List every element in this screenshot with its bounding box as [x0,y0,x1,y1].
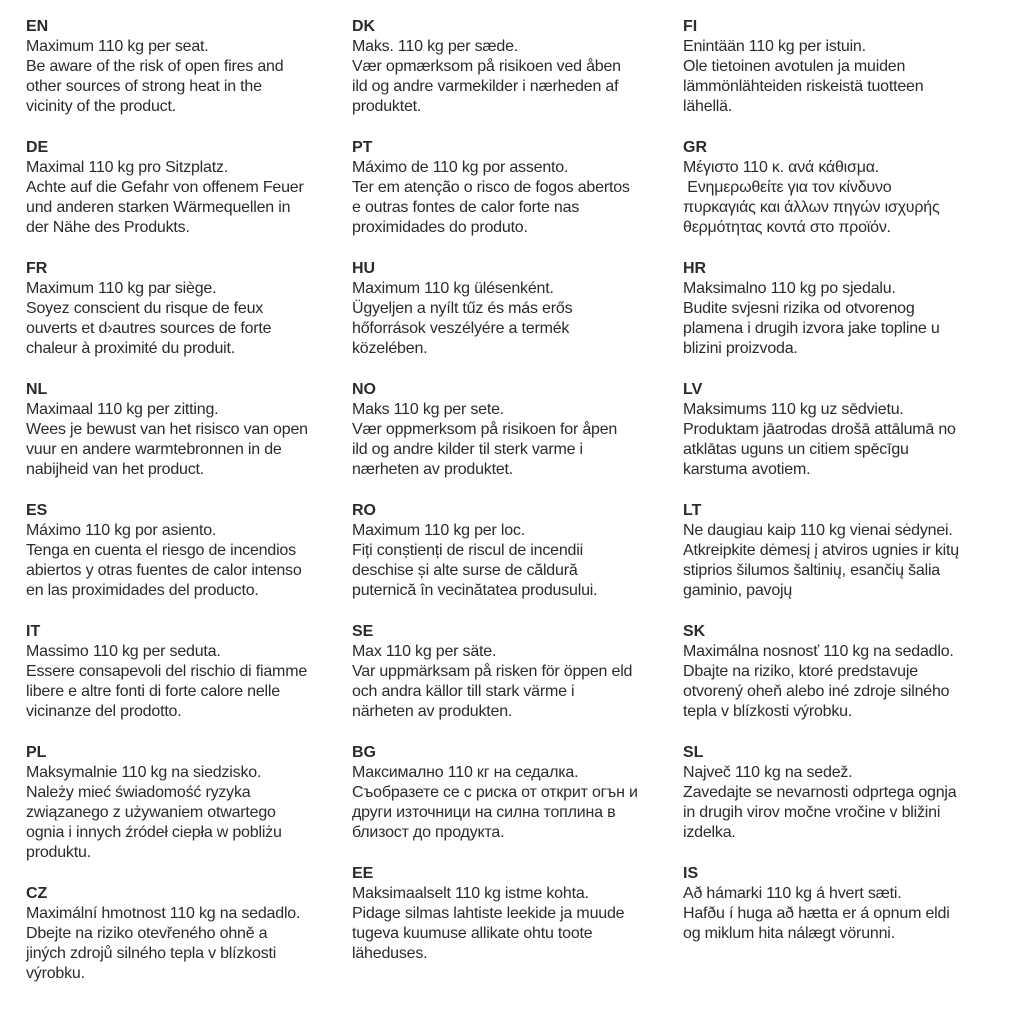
language-block [352,622,683,722]
warning-line: en las proximidades del producto. [26,582,259,599]
warning-line: Máximo de 110 kg por assento. [352,159,569,176]
warning-line: Μέγιστο 110 κ. ανά κάθισμα. [683,159,880,176]
language-block [26,501,352,601]
warning-line: e outras fontes de calor forte nas [352,199,580,216]
language-block [352,743,683,843]
warning-line: Należy mieć świadomość ryzyka [26,784,251,801]
warning-line: близост до продукта. [352,824,505,841]
warning-lines [683,37,1014,117]
warning-line: Maximal 110 kg pro Sitzplatz. [26,159,228,176]
warning-line: proximidades do produto. [352,219,528,236]
warning-line: och andra källor till stark värme i [352,683,575,700]
language-code-heading: SE [352,623,374,640]
warning-line: vuur en andere warmtebronnen in de [26,441,282,458]
language-block [26,138,352,238]
warning-line: ognia i innych źródeł ciepła w pobliżu [26,824,282,841]
warning-line: výrobku. [26,965,85,982]
warning-lines [683,521,1014,601]
warning-line: Maximum 110 kg per seat. [26,38,209,55]
warning-line: abiertos y otras fuentes de calor intenso [26,562,302,579]
language-block [683,138,1014,238]
language-column-3 [683,17,1014,965]
warning-line: Produktam jāatrodas drošā attālumā no [683,421,956,438]
warning-line: Maximaal 110 kg per zitting. [26,401,219,418]
language-code-heading: DK [352,18,376,35]
warning-lines [26,400,352,480]
warning-line: Budite svjesni rizika od otvorenog [683,300,915,317]
language-code-heading: HU [352,260,376,277]
warning-line: tepla v blízkosti výrobku. [683,703,853,720]
warning-line: närheten av produkten. [352,703,513,720]
language-code-heading: GR [683,139,707,156]
language-code-heading: NO [352,381,376,398]
warning-line: Dbajte na riziko, ktoré predstavuje [683,663,918,680]
warning-line: Ne daugiau kaip 110 kg vienai sėdynei. [683,522,953,539]
warning-lines [352,763,683,843]
language-code-heading: EE [352,865,374,882]
language-block [352,864,683,964]
warning-line: Var uppmärksam på risken för öppen eld [352,663,633,680]
language-code-heading: IT [26,623,41,640]
warning-lines [352,642,683,722]
warning-lines [683,763,1014,843]
warning-line: blizini proizvoda. [683,340,798,357]
warning-line: plamena i drugih izvora jake topline u [683,320,940,337]
language-block [683,743,1014,843]
language-block [683,259,1014,359]
warning-line: other sources of strong heat in the [26,78,262,95]
language-block [352,380,683,480]
warning-lines [26,158,352,238]
warning-line: Tenga en cuenta el riesgo de incendios [26,542,296,559]
warning-line: tugeva kuumuse allikate ohtu toote [352,925,593,942]
language-block [683,380,1014,480]
language-block [26,884,352,984]
warning-lines [683,884,1014,944]
language-block [352,501,683,601]
warning-line: Съобразете се с риска от открит огън и [352,784,638,801]
warning-line: związanego z używaniem otwartego [26,804,276,821]
warning-line: Največ 110 kg na sedež. [683,764,853,781]
language-block [683,501,1014,601]
warning-lines [683,642,1014,722]
warning-line: und anderen starken Wärmequellen in [26,199,291,216]
warning-line: Enintään 110 kg per istuin. [683,38,866,55]
language-block [352,259,683,359]
warning-line: libere e altre fonti di forte calore nelle [26,683,280,700]
warning-line: Hafðu í huga að hætta er á opnum eldi [683,905,950,922]
language-block [683,864,1014,944]
language-code-heading: IS [683,865,699,882]
warning-line: hőforrások veszélyére a termék [352,320,570,337]
warning-line: Maks. 110 kg per sæde. [352,38,519,55]
warning-line: nabijheid van het product. [26,461,205,478]
language-code-heading: RO [352,502,376,519]
warning-line: lämmönlähteiden riskeistä tuotteen [683,78,924,95]
warning-line: Ενημερωθείτε για τον κίνδυνο [683,179,892,196]
warning-line: in drugih virov močne vročine v bližini [683,804,941,821]
warning-line: Maksymalnie 110 kg na siedzisko. [26,764,262,781]
warning-line: Be aware of the risk of open fires and [26,58,284,75]
language-code-heading: EN [26,18,49,35]
warning-line: πυρκαγιάς και άλλων πηγών ισχυρής [683,199,940,216]
language-block [352,17,683,117]
warning-line: Maximálna nosnosť 110 kg na sedadlo. [683,643,954,660]
warning-line: atklātas uguns un citiem spēcīgu [683,441,909,458]
language-block [352,138,683,238]
warning-line: Maximum 110 kg par siège. [26,280,217,297]
language-code-heading: FI [683,18,698,35]
language-code-heading: FR [26,260,48,277]
warning-line: Max 110 kg per säte. [352,643,497,660]
warning-line: θερμότητας κοντά στο προϊόν. [683,219,891,236]
language-block [26,743,352,863]
language-code-heading: CZ [26,885,48,902]
warning-line: izdelka. [683,824,736,841]
warning-line: läheduses. [352,945,428,962]
language-block [26,259,352,359]
warning-lines [26,904,352,984]
warning-line: Dbejte na riziko otevřeného ohně a [26,925,268,942]
warning-line: deschise și alte surse de căldură [352,562,578,579]
language-column-2 [352,17,683,985]
warning-line: Fiți conștienți de riscul de incendii [352,542,583,559]
warning-lines [26,279,352,359]
language-block [683,622,1014,722]
warning-lines [26,521,352,601]
warning-line: nærheten av produktet. [352,461,514,478]
language-code-heading: PL [26,744,47,761]
warning-lines [352,37,683,117]
warning-line: Vær opmærksom på risikoen ved åben [352,58,621,75]
warning-lines [683,400,1014,480]
warning-lines [352,279,683,359]
warning-lines [26,642,352,722]
warning-line: Að hámarki 110 kg á hvert sæti. [683,885,902,902]
warning-line: jiných zdrojů silného tepla v blízkosti [26,945,277,962]
warning-line: produktu. [26,844,91,861]
warning-line: vicinanze del prodotto. [26,703,182,720]
warning-line: vicinity of the product. [26,98,176,115]
warning-lines [26,37,352,117]
language-code-heading: NL [26,381,48,398]
warning-line: Maximum 110 kg ülésenként. [352,280,554,297]
language-code-heading: HR [683,260,707,277]
language-column-1 [26,17,352,1005]
warning-line: chaleur à proximité du produit. [26,340,236,357]
warning-line: Massimo 110 kg per seduta. [26,643,221,660]
warning-line: puternică în vecinătatea produsului. [352,582,598,599]
language-code-heading: ES [26,502,48,519]
warning-line: Максимално 110 кг на седалка. [352,764,579,781]
language-code-heading: LT [683,502,702,519]
warning-line: Wees je bewust van het risisco van open [26,421,308,438]
language-code-heading: DE [26,139,49,156]
warning-line: Ügyeljen a nyílt tűz és más erős [352,300,573,317]
warning-line: közelében. [352,340,428,357]
warning-line: ouverts et d›autres sources de forte [26,320,272,337]
warning-line: stiprios šilumos šaltinių, esančių šalia [683,562,941,579]
warning-line: Zavedajte se nevarnosti odprtega ognja [683,784,957,801]
warning-line: produktet. [352,98,422,115]
warning-line: Atkreipkite dėmesį į atviros ugnies ir kitų [683,542,959,559]
warning-lines [26,763,352,863]
warning-lines [352,158,683,238]
language-block [26,17,352,117]
warning-line: Pidage silmas lahtiste leekide ja muude [352,905,625,922]
language-code-heading: SL [683,744,704,761]
warning-line: der Nähe des Produkts. [26,219,190,236]
language-code-heading: SK [683,623,706,640]
language-block [683,17,1014,117]
warning-line: gaminio, pavojų [683,582,793,599]
warning-lines [352,884,683,964]
warning-lines [683,158,1014,238]
warning-line: Maksimalno 110 kg po sjedalu. [683,280,896,297]
language-code-heading: BG [352,744,376,761]
warning-lines [683,279,1014,359]
warning-line: Soyez conscient du risque de feux [26,300,264,317]
warning-line: Maximální hmotnost 110 kg na sedadlo. [26,905,301,922]
warning-lines [352,400,683,480]
warning-line: Maks 110 kg per sete. [352,401,505,418]
warning-line: Vær oppmerksom på risikoen for åpen [352,421,618,438]
warning-line: други източници на силна топлина в [352,804,616,821]
warning-line: Maksimaalselt 110 kg istme kohta. [352,885,589,902]
warning-lines [352,521,683,601]
warning-line: ild og andre kilder til sterk varme i [352,441,583,458]
language-block [26,380,352,480]
warning-line: og miklum hita nálægt vörunni. [683,925,895,942]
language-block [26,622,352,722]
warning-line: Ole tietoinen avotulen ja muiden [683,58,906,75]
warning-line: Maksimums 110 kg uz sēdvietu. [683,401,904,418]
warning-line: Maximum 110 kg per loc. [352,522,525,539]
warning-line: lähellä. [683,98,733,115]
warning-line: ild og andre varmekilder i nærheden af [352,78,619,95]
warning-line: Ter em atenção o risco de fogos abertos [352,179,630,196]
language-code-heading: LV [683,381,703,398]
warning-line: Máximo 110 kg por asiento. [26,522,217,539]
language-code-heading: PT [352,139,373,156]
warning-line: Achte auf die Gefahr von offenem Feuer [26,179,304,196]
warning-line: Essere consapevoli del rischio di fiamme [26,663,308,680]
warning-line: karstuma avotiem. [683,461,811,478]
warning-line: otvorený oheň alebo iné zdroje silného [683,683,950,700]
